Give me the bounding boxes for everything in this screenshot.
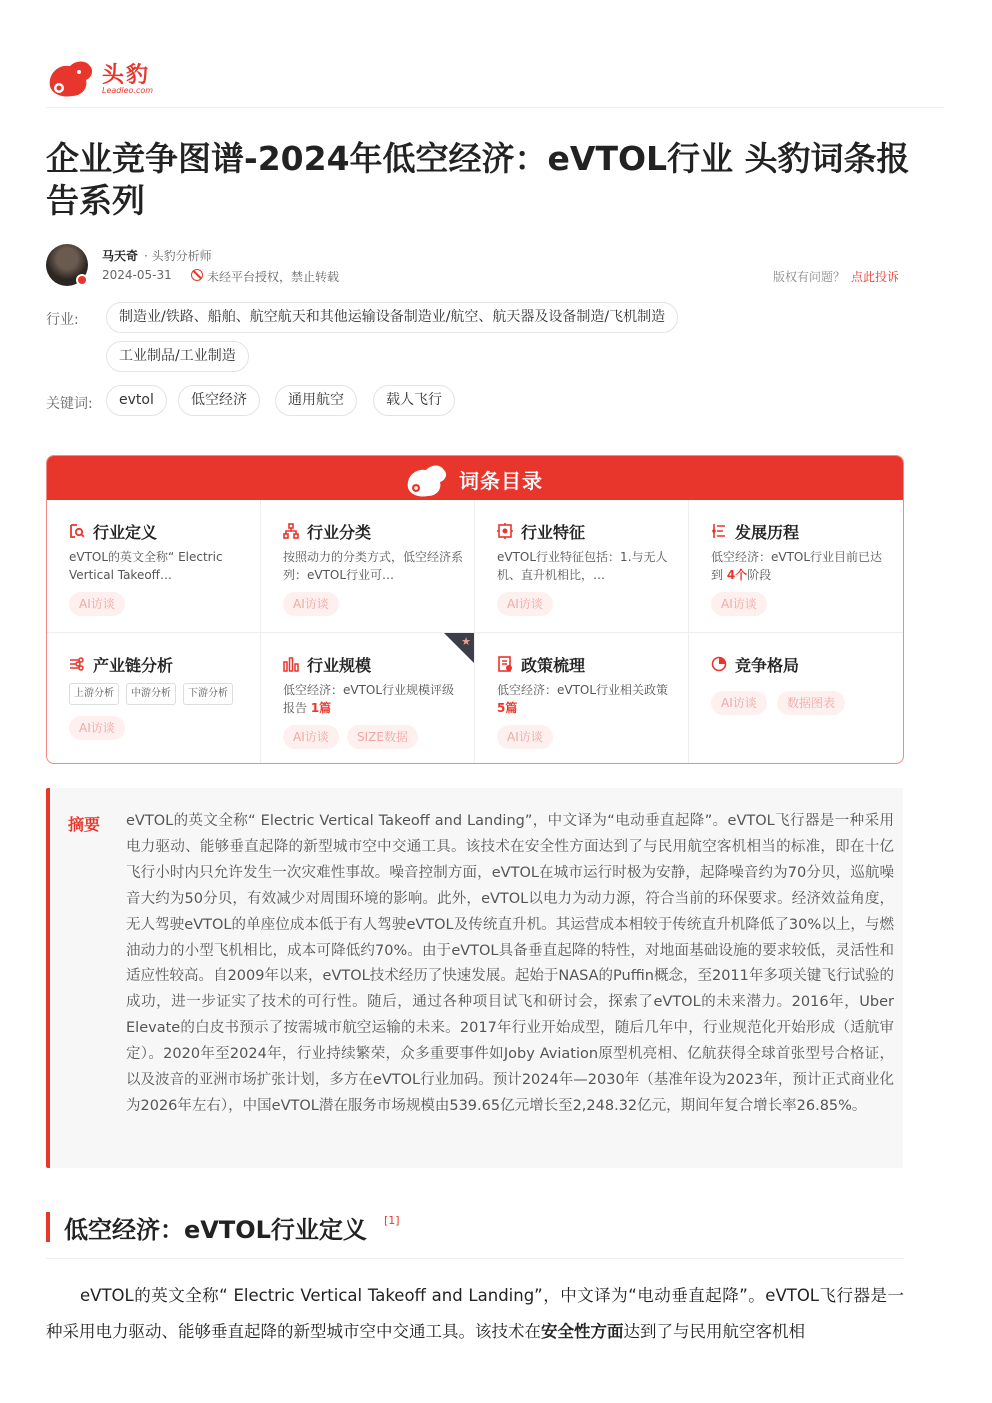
catalog-title: 词条目录 [459,469,543,493]
catalog-item-title: 行业定义 [93,523,158,542]
keyword-tag[interactable]: 载人飞行 [373,385,455,416]
chain-icon [69,656,85,672]
ai-interview-button[interactable]: AI访谈 [711,592,767,616]
section-divider [46,1258,904,1259]
copyright-notice: 未经平台授权，禁止转载 [207,270,340,284]
catalog-item-features[interactable] [475,500,689,633]
summary-box [46,788,903,1168]
keywords-label: 关键词: [46,396,93,412]
catalog-item-desc: 低空经济：eVTOL行业规模评级报告 1篇 [283,683,455,715]
complaint-question: 版权有问题？ [773,270,846,284]
brand-name[interactable]: 头豹 [102,63,151,88]
catalog-item-desc: 按照动力的分类方式，低空经济系列：eVTOL行业可… [283,550,464,582]
verified-badge-icon [76,274,88,286]
publish-date: 2024-05-31 [102,268,172,282]
catalog-item-chain[interactable] [47,633,261,764]
ai-interview-button[interactable]: AI访谈 [711,691,767,715]
downstream-chip[interactable]: 下游分析 [183,683,233,705]
catalog-item-title: 行业特征 [521,523,586,542]
section-accent-bar [46,1212,50,1242]
keyword-tag[interactable]: evtol [106,385,167,416]
complaint-link[interactable]: 点此投诉 [851,270,900,284]
catalog-item-title: 政策梳理 [521,656,586,675]
upstream-chip[interactable]: 上游分析 [69,683,119,705]
catalog-item-title: 行业分类 [307,523,372,542]
catalog-item-scale[interactable] [261,633,475,764]
catalog-item-desc: 低空经济：eVTOL行业目前已达到 4个阶段 [711,550,883,582]
catalog-item-desc: 低空经济：eVTOL行业相关政策 5篇 [497,683,669,715]
summary-text: eVTOL的英文全称“ Electric Vertical Takeoff and Landing”，中文译为“电动垂直起降”。eVTOL飞行器是一种采用电力驱动、能够垂直起降的新型城市空中交通工具。该技术在安全性方面达到了与民用航空客机相当的标准，即在十亿飞行小时内只允许发生一次灾难性事故。噪音控制方面，eVTOL在城市运行时极为安静，起降噪音约为70分贝，巡航噪音大约为50分贝，有效减少对周围环境的影响。此外，eVTOL以电力为动力源，符合当前的环保要求。经济效益角度，无人驾驶eVTOL的单座位成本低于有人驾驶eVTOL及传统直升机。其运营成本相较于传统直升机降低了30%以上，与燃油动力的小型飞机相比，成本可降低约70%。由于eVTOL具备垂直起降的特性，对地面基础设施的要求较低，灵活性和适应性较高。自2009年以来，eVTOL技术经历了快速发展。起始于NASA的Puffin概念，至2011年多项关键飞行试验的成功，进一步证实了技术的可行性。随后，通过各种项目试飞和研讨会，探索了eVTOL的未来潜力。2016年，Uber Elevate的白皮书预示了按需城市航空运输的未来。2017年行业开始成型，随后几年中，行业规范化开始形成（适航审定）。2020年至2024年，行业持续繁荣，众多重要事件如Joby Aviation原型机亮相、亿航获得全球首张型号合格证，以及波音的亚洲市场扩张计划，多方在eVTOL行业加码。预计2024年—2030年（基准年设为2023年，预计正式商业化为2026年左右），中国eVTOL潜在服务市场规模由539.65亿元增长至2,248.32亿元，期间年复合增长率26.85%。 [126,813,894,1114]
keyword-tag[interactable]: 通用航空 [275,385,357,416]
catalog-item-title: 产业链分析 [93,656,174,675]
catalog-header [47,456,903,500]
author-info [46,244,906,288]
catalog-item-desc: eVTOL行业特征包括：1.与无人机、直升机相比，… [497,550,668,582]
pie-icon [711,656,727,672]
author-name[interactable]: 马天奇 [102,249,139,263]
midstream-chip[interactable]: 中游分析 [126,683,176,705]
catalog-item-title: 发展历程 [735,523,800,542]
ai-interview-button[interactable]: AI访谈 [69,592,125,616]
catalog-item-history[interactable] [689,500,904,633]
catalog-item-policy[interactable] [475,633,689,764]
catalog-item-classification[interactable] [261,500,475,633]
catalog-panel [46,455,904,764]
section-title: 低空经济：eVTOL行业定义 [64,1216,367,1244]
reference-link[interactable]: [1] [384,1214,400,1227]
ai-interview-button[interactable]: AI访谈 [497,592,553,616]
catalog-item-competition[interactable] [689,633,904,764]
feature-icon [497,523,513,539]
author-role: · 头豹分析师 [144,249,212,263]
brand-domain: Leadleo.com [102,86,154,95]
catalog-item-title: 行业规模 [307,656,372,675]
section-body: eVTOL的英文全称“ Electric Vertical Takeoff and Landing”，中文译为“电动垂直起降”。eVTOL飞行器是一种采用电力驱动、能够垂直起降的新型城市空中交通工具。该技术在安全性方面达到了与民用航空客机相 [46,1286,904,1341]
timeline-icon [711,523,727,539]
catalog-item-desc: eVTOL的英文全称“ Electric Vertical Takeoff… [69,550,223,582]
policy-icon [497,656,513,672]
ai-interview-button[interactable]: AI访谈 [283,725,339,749]
industry-label: 行业: [46,312,79,328]
bar-chart-icon [283,656,299,672]
hierarchy-icon [283,523,299,539]
catalog-item-title: 竞争格局 [735,656,800,675]
ai-interview-button[interactable]: AI访谈 [497,725,553,749]
site-header [46,52,944,108]
size-data-button[interactable]: SIZE数据 [347,725,418,749]
star-icon: ★ [461,635,471,648]
industry-tag[interactable]: 工业制品/工业制造 [106,341,249,372]
leopard-head-icon [402,460,452,500]
catalog-item-definition[interactable] [47,500,261,633]
ai-interview-button[interactable]: AI访谈 [69,716,125,740]
page-title: 企业竞争图谱-2024年低空经济：eVTOL行业 头豹词条报告系列 [46,139,910,220]
keyword-tag[interactable]: 低空经济 [178,385,260,416]
data-chart-button[interactable]: 数据图表 [777,691,845,715]
industry-tag[interactable]: 制造业/铁路、船舶、航空航天和其他运输设备制造业/航空、航天器及设备制造/飞机制造 [106,302,678,333]
ai-interview-button[interactable]: AI访谈 [283,592,339,616]
summary-label: 摘要 [68,815,101,834]
prohibited-icon [191,269,203,281]
search-doc-icon [69,523,85,539]
leopard-logo-icon[interactable] [46,56,96,100]
